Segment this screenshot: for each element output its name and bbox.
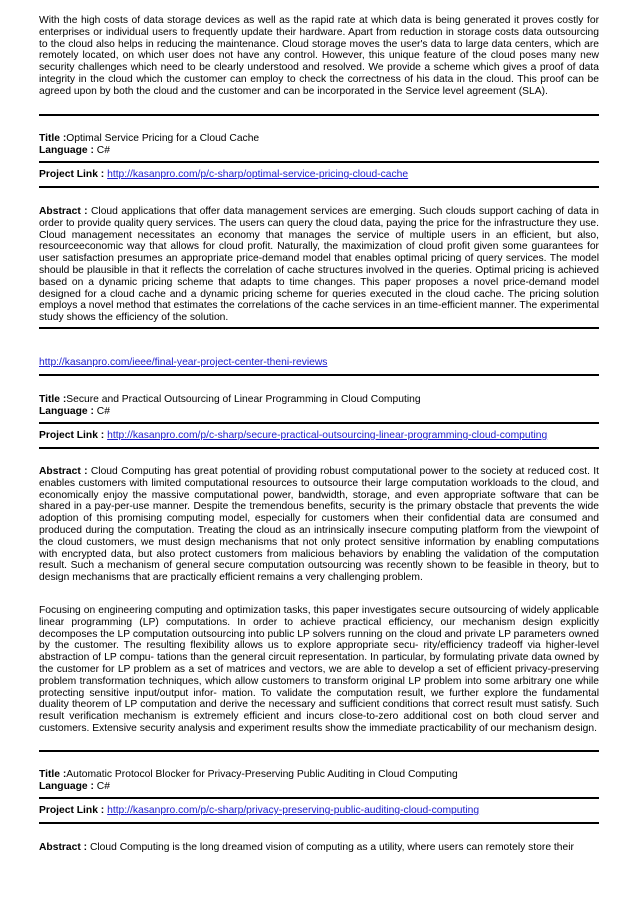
abstract-text: Cloud Computing is the long dreamed vision of computing as a utility, where users can remotely store their — [89, 842, 574, 853]
project-2-header — [39, 394, 599, 418]
project-language: C# — [96, 780, 110, 792]
divider — [39, 750, 599, 752]
divider — [39, 822, 599, 824]
language-row — [39, 406, 599, 418]
project-2-abstract — [39, 466, 599, 584]
project-link-label: Project Link : — [39, 805, 105, 816]
project-link-label: Project Link : — [39, 430, 105, 441]
project-1-link-row — [39, 169, 599, 181]
project-1-header — [39, 133, 599, 157]
intro-paragraph: With the high costs of data storage devices as well as the rapid rate at which data is being generated it proves costly for enterprises or individual users to frequently update their hardware. Apart from reduction in storage costs data outsourcing to the cloud also helps in reducing the maintenance. Cloud storage moves the user's data to large data centers, which are remotely located, on which user does not have any control. However, this unique feature of the cloud poses many new security challenges which need to be clearly understood and resolved. We provide a scheme which gives a proof of data integrity in the cloud which the customer can employ to check the correctness of his data in the cloud. This proof can be agreed upon by both the cloud and the customer and can be incorporated in the Service level agreement (SLA). — [39, 15, 599, 97]
abstract-text: Cloud Computing has great potential of providing robust computational power to the society at reduced cost. It enables customers with limited computational resources to outsource their large computation workloads to the cloud, and economically enjoy the massive computational power, bandwidth, storage, and even appropriate software that can be shared in a pay-per-use manner. Despite the tremendous benefits, security is the primary obstacle that prevents the wide adoption of this promising computing model, especially for customers when their confidential data are consumed and produced during the computation. Treating the cloud as an intrinsically insecure computing platform from the viewpoint of the cloud customers, we must design mechanisms that not only protect sensitive information by enabling computations with encrypted data, but also protect customers from malicious behaviors by enabling the validation of the computation result. Such a mechanism of general secure computation outsourcing was recently shown to be feasible in theory, but to design mechanisms that are practically efficient remains a very challenging problem. — [39, 466, 599, 584]
project-3-link-row — [39, 805, 599, 817]
project-1-abstract — [39, 206, 599, 324]
title-label: Title : — [39, 769, 67, 780]
abstract-text: Cloud applications that offer data management services are emerging. Such clouds support caching of data in order to provide quality query services. The users can query the cloud data, paying the price for the infrastructure they use. Cloud management necessitates an economy that manages the service of multiple users in an efficient, but also, resourceeconomic way that allows for cloud profit. Naturally, the maximization of cloud profit given some guarantees for user satisfaction presumes an appropriate price-demand model that enables optimal pricing of query services. The model should be plausible in that it reflects the correlation of cache structures involved in the queries. Optimal pricing is achieved based on a dynamic pricing scheme that adapts to time changes. This paper proposes a novel price-demand model designed for a cloud cache and a dynamic pricing scheme for queries executed in the cloud cache. The pricing solution employs a novel method that estimates the correlations of the cache services in an time-efficient manner. The experimental study shows the efficiency of the solution. — [39, 206, 599, 324]
language-label: Language : — [39, 780, 94, 792]
divider — [39, 161, 599, 163]
project-title: Secure and Practical Outsourcing of Linear Programming in Cloud Computing — [66, 394, 421, 405]
abstract-label: Abstract : — [39, 842, 88, 853]
project-2-link-row — [39, 430, 599, 442]
project-title: Optimal Service Pricing for a Cloud Cache — [66, 133, 260, 144]
divider — [39, 422, 599, 424]
project-title: Automatic Protocol Blocker for Privacy-Preserving Public Auditing in Cloud Computing — [66, 769, 458, 780]
project-3-header — [39, 769, 599, 793]
project-link-label: Project Link : — [39, 169, 105, 180]
reviews-link[interactable]: http://kasanpro.com/ieee/final-year-project-center-theni-reviews — [39, 357, 328, 368]
project-language: C# — [96, 144, 110, 156]
language-row — [39, 781, 599, 793]
title-row — [39, 133, 599, 145]
project-link[interactable]: http://kasanpro.com/p/c-sharp/secure-practical-outsourcing-linear-programming-cloud-computing — [107, 430, 548, 441]
project-link[interactable]: http://kasanpro.com/p/c-sharp/privacy-preserving-public-auditing-cloud-computing — [107, 805, 480, 816]
reviews-link-row — [39, 357, 599, 369]
project-language: C# — [96, 405, 110, 417]
divider — [39, 327, 599, 329]
divider — [39, 447, 599, 449]
title-row — [39, 769, 599, 781]
title-label: Title : — [39, 394, 67, 405]
project-link[interactable]: http://kasanpro.com/p/c-sharp/optimal-service-pricing-cloud-cache — [107, 169, 409, 180]
divider — [39, 114, 599, 116]
language-row — [39, 145, 599, 157]
language-label: Language : — [39, 405, 94, 417]
title-label: Title : — [39, 133, 67, 144]
divider — [39, 186, 599, 188]
title-row — [39, 394, 599, 406]
abstract-label: Abstract : — [39, 206, 88, 217]
divider — [39, 797, 599, 799]
project-2-abstract-continued: Focusing on engineering computing and optimization tasks, this paper investigates secure outsourcing of widely applicable linear programming (LP) computations. In order to achieve practical efficiency, our mechanism design explicitly decomposes the LP computation outsourcing into public LP solvers running on the cloud and private LP parameters owned by the customer. The resulting flexibility allows us to explore appropriate secu- rity/efficiency tradeoff via higher-level abstraction of LP compu- tations than the general circuit representation. In particular, by formulating private data owned by the customer for LP problem as a set of matrices and vectors, we are able to develop a set of efficient privacy-preserving problem transformation techniques, which allow customers to transform original LP problem into some arbitrary one while protecting sensitive input/output infor- mation. To validate the computation result, we further explore the fundamental duality theorem of LP computation and derive the necessary and sufficient conditions that correct result must satisfy. Such result verification mechanism is extremely efficient and incurs close-to-zero additional cost on both cloud server and customers. Extensive security analysis and experiment results show the immediate practicability of our mechanism design. — [39, 605, 599, 734]
abstract-label: Abstract : — [39, 466, 88, 477]
language-label: Language : — [39, 144, 94, 156]
project-3-abstract — [39, 842, 599, 854]
divider — [39, 374, 599, 376]
